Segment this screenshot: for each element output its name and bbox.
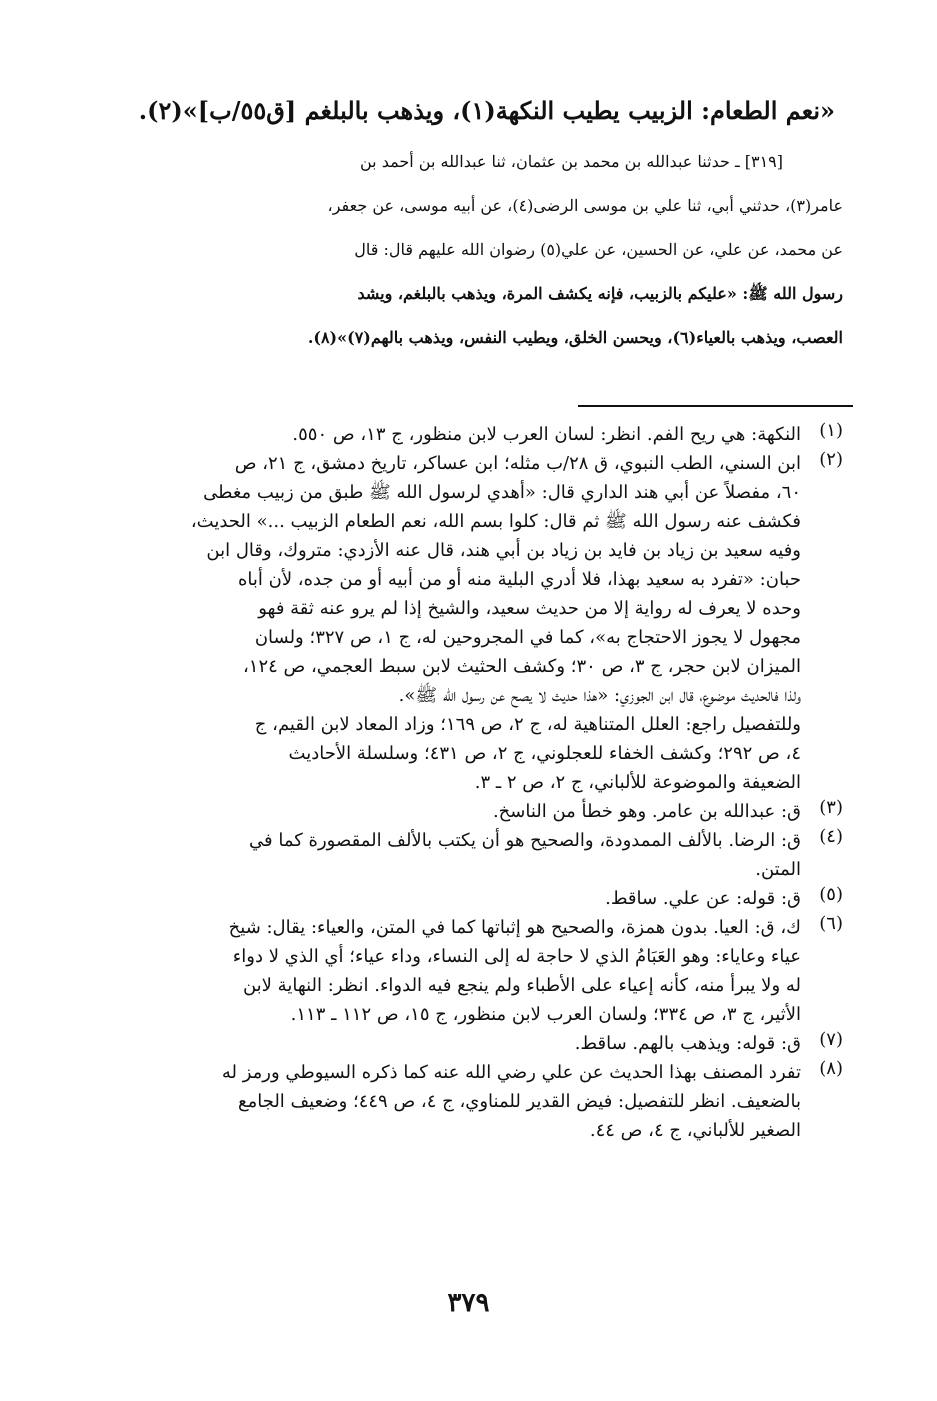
footnote-line: وحده لا يعرف له رواية إلا من حديث سعيد، والشيخ إذا لم يرو عنه ثقة فهو [258,598,801,619]
footnote-line: ك، ق: العيا. بدون همزة، والصحيح هو إثباتها كما في المتن، والعياء: يقال: شيخ [228,917,801,938]
footnote-number: (٥) [819,884,843,905]
header-line: «نعم الطعام: الزبيب يطيب النكهة(١)، ويذهب بالبلغم [ق٥٥/ب]»(٢). [138,96,835,125]
footnote [100,913,843,1029]
page-number: ٣٧٩ [447,1288,490,1318]
footnote-number: (٣) [819,797,843,818]
footnote-line: ٤، ص ٢٩٢؛ وكشف الخفاء للعجلوني، ج ٢، ص ٤٣١؛ وسلسلة الأحاديث [288,743,801,764]
footnote-number: (٤) [819,826,843,847]
footnote-line: ق: عبدالله بن عامر. وهو خطأ من الناسخ. [492,801,801,822]
footnote-number: (١) [819,420,843,441]
footnote-line: فكشف عنه رسول الله ﷺ ثم قال: كلوا بسم الله، نعم الطعام الزبيب ...» الحديث، [190,511,801,532]
footnote [100,884,843,913]
footnote-line: تفرد المصنف بهذا الحديث عن علي رضي الله عنه كما ذكره السيوطي ورمز له [221,1062,801,1083]
footnote-line: ولذا فالحديث موضوع، قال ابن الجوزي: «هذا حديث لا يصح عن رسول الله ﷺ». [398,685,801,706]
paragraph-line: رسول الله ﷺ: «عليكم بالزبيب، فإنه يكشف المرة، ويذهب بالبلغم، ويشد [357,284,843,303]
main-text [86,96,843,360]
footnote-number: (٦) [819,913,843,934]
footnote [100,797,843,826]
footnote [100,1029,843,1058]
footnote-line: ٦٠، مفصلاً عن أبي هند الداري قال: «أهدي لرسول الله ﷺ طبق من زبيب مغطى [203,482,801,503]
footnote-line: وللتفصيل راجع: العلل المتناهية له، ج ٢، ص ١٦٩؛ وزاد المعاد لابن القيم، ج [254,714,801,735]
footnote-separator [578,405,853,407]
footnote-number: (٧) [819,1029,843,1050]
footnote-line: الضعيفة والموضوعة للألباني، ج ٢، ص ٢ ـ ٣. [474,772,801,793]
footnote [100,420,843,449]
paragraph-line: عن محمد، عن علي، عن الحسين، عن علي(٥) رضوان الله عليهم قال: قال [354,240,843,259]
footnote-number: (٨) [819,1058,843,1079]
footnote-line: وفيه سعيد بن زياد بن فايد بن زياد بن أبي هند، قال عنه الأزدي: متروك، وقال ابن [206,540,801,561]
footnote-line: حبان: «تفرد به سعيد بهذا، فلا أدري البلية منه أو من أبيه أو من جده، لأن أباه [237,569,801,590]
footnote-number: (٢) [819,449,843,470]
footnote-line: ق: قوله: ويذهب بالهم. ساقط. [574,1033,801,1054]
paragraph-line: العصب، ويذهب بالعياء(٦)، ويحسن الخلق، ويطيب النفس، ويذهب بالهم(٧)»(٨). [307,328,843,347]
footnote-line: الأثير، ج ٣، ص ٣٣٤؛ ولسان العرب لابن منظور، ج ١٥، ص ١١٢ ـ ١١٣. [290,1004,801,1025]
footnote-line: عياء وعاياء: وهو العَبَامُ الذي لا حاجة له إلى النساء، وداء عياء؛ أي الذي لا دواء [232,946,801,967]
footnote-line: المتن. [755,859,801,880]
footnote-line: الصغير للألباني، ج ٤، ص ٤٤. [589,1120,801,1141]
footnote-line: ابن السني، الطب النبوي، ق ٢٨/ب مثله؛ ابن عساكر، تاريخ دمشق، ج ٢١، ص [234,453,801,474]
footnote-line: بالضعيف. انظر للتفصيل: فيض القدير للمناوي، ج ٤، ص ٤٤٩؛ وضعيف الجامع [238,1091,801,1112]
footnote-line: ق: الرضا. بالألف الممدودة، والصحيح هو أن يكتب بالألف المقصورة كما في [249,830,801,851]
footnote-line: الميزان لابن حجر، ج ٣، ص ٣٠؛ وكشف الحثيث لابن سبط العجمي، ص ١٢٤، [242,656,801,677]
footnote [100,1058,843,1145]
paragraph-line: عامر(٣)، حدثني أبي، ثنا علي بن موسى الرضى(٤)، عن أبيه موسى، عن جعفر، [327,196,843,215]
footnote-line: مجهول لا يجوز الاحتجاج به»، كما في المجروحين له، ج ١، ص ٣٢٧؛ ولسان [254,627,801,648]
footnote-line: له ولا يبرأ منه، كأنه إعياء على الأطباء ولم ينجع فيه الدواء. انظر: النهاية لابن [242,975,801,996]
footnote-line: النكهة: هي ريح الفم. انظر: لسان العرب لابن منظور، ج ١٣، ص ٥٥٠. [292,424,801,445]
footnotes [100,420,843,1145]
paragraph-line: [٣١٩] ـ حدثنا عبدالله بن محمد بن عثمان، ثنا عبدالله بن أحمد بن [359,152,783,171]
footnote [100,826,843,884]
footnote [100,449,843,797]
footnote-line: ق: قوله: عن علي. ساقط. [605,888,801,909]
